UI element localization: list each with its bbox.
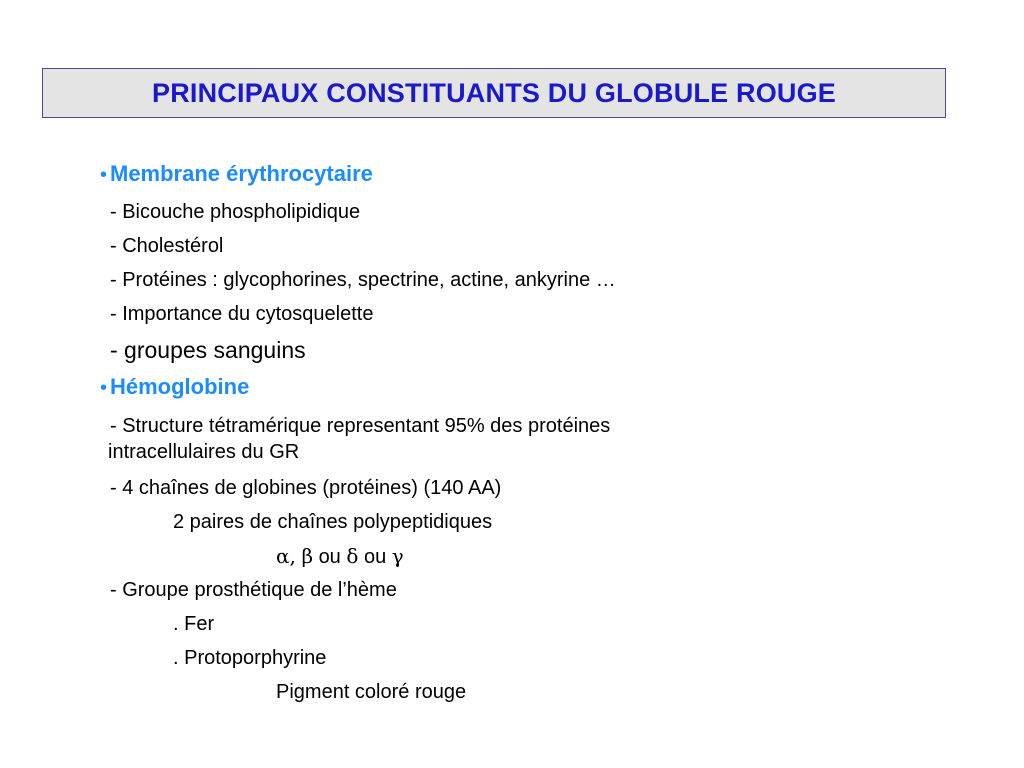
greek-comma: , [289,544,296,568]
heading-hemoglobine: Hémoglobine [110,374,250,399]
hemo-pigment: Pigment coloré rouge [276,681,467,703]
greek-ou-2: ou [363,546,387,568]
hemo-pairs: 2 paires de chaînes polypeptidiques [173,511,493,533]
hemo-fer: . Fer [173,613,215,635]
greek-alpha: α [276,544,290,568]
hemo-greek-chains [276,544,404,569]
hemo-structure-line2: intracellulaires du GR [108,441,300,463]
bullet-hemoglobine: • [100,377,108,399]
hemo-protoporphyrine: . Protoporphyrine [173,647,327,669]
title-box [42,68,946,118]
bullet-membrane: • [100,164,108,186]
membrane-item-cholesterol: - Cholestérol [110,235,224,257]
heading-membrane: Membrane érythrocytaire [110,161,373,186]
page-title: PRINCIPAUX CONSTITUANTS DU GLOBULE ROUGE [151,77,836,108]
greek-gamma: γ [391,544,404,568]
membrane-item-bicouche: - Bicouche phospholipidique [110,201,361,223]
hemo-heme: - Groupe prosthétique de l’hème [110,579,397,601]
membrane-item-cytosquelette: - Importance du cytosquelette [110,303,374,325]
membrane-item-proteines: - Protéines : glycophorines, spectrine, actine, ankyrine … [110,269,616,291]
hemo-chains: - 4 chaînes de globines (protéines) (140 AA) [110,477,502,499]
membrane-item-groupes: - groupes sanguins [110,337,306,363]
greek-ou-1: ou [318,546,341,568]
greek-delta: δ [346,544,359,568]
hemo-structure-line1: - Structure tétramérique representant 95% des protéines [110,415,611,437]
greek-beta: β [301,544,313,568]
